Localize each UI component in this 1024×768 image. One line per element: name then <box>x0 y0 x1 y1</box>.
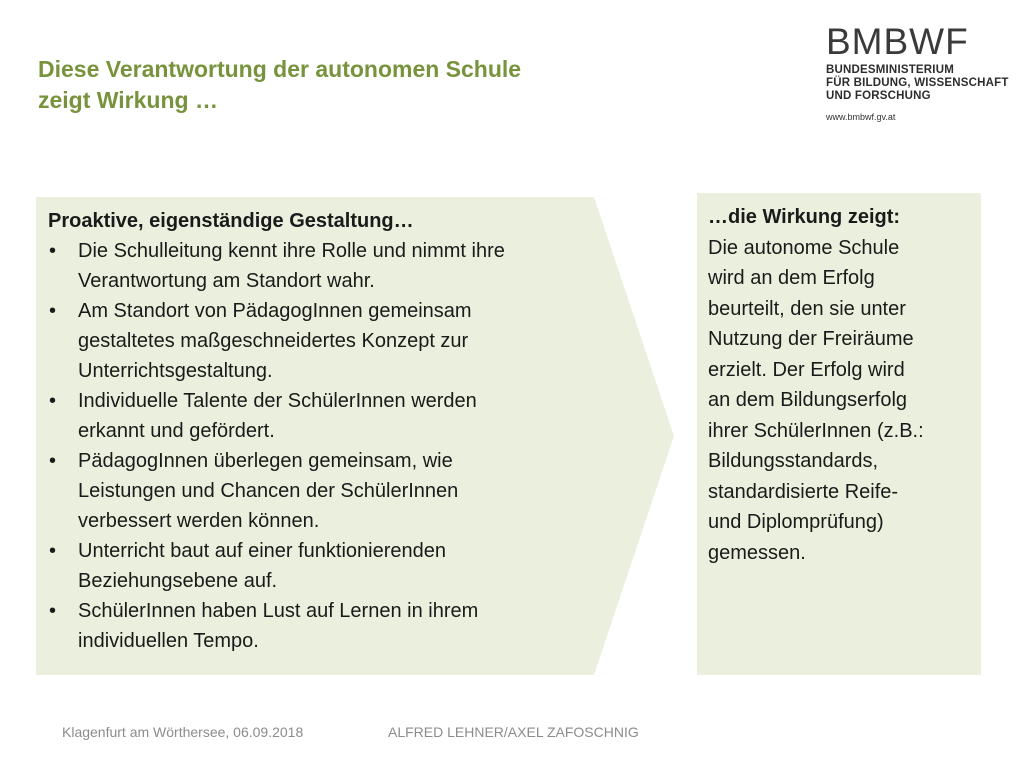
result-line: erzielt. Der Erfolg wird <box>708 358 905 381</box>
logo-line-2: FÜR BILDUNG, WISSENSCHAFT <box>826 77 1009 89</box>
footer-authors: ALFRED LEHNER/AXEL ZAFOSCHNIG <box>388 724 639 740</box>
chevron-panel-heading: Proaktive, eigenständige Gestaltung… <box>48 210 414 232</box>
bullet-icon: • <box>49 390 57 412</box>
logo-url: www.bmbwf.gv.at <box>826 112 896 122</box>
bullet-item <box>48 236 608 296</box>
result-line: Die autonome Schule <box>708 236 900 259</box>
result-panel-content <box>708 202 970 568</box>
result-line: Nutzung der Freiräume <box>708 328 914 350</box>
bullet-list <box>48 236 608 656</box>
logo-subtitle <box>826 64 1009 103</box>
bullet-icon: • <box>49 450 57 472</box>
chevron-panel <box>36 197 676 675</box>
bullet-line: Unterricht baut auf einer funktionierenden <box>78 540 447 562</box>
result-line: wird an dem Erfolg <box>708 267 875 289</box>
chevron-panel-content <box>48 206 608 656</box>
bullet-line: PädagogInnen überlegen gemeinsam, wie <box>78 450 453 472</box>
result-line: und Diplomprüfung) <box>708 511 884 533</box>
result-line: an dem Bildungserfolg <box>708 389 908 411</box>
bullet-line: Die Schulleitung kennt ihre Rolle und nimmt ihre <box>78 240 505 262</box>
bullet-icon: • <box>49 240 57 262</box>
bullet-line: Unterrichtsgestaltung. <box>78 360 273 382</box>
result-panel <box>697 193 981 675</box>
bullet-line: Am Standort von PädagogInnen gemeinsam <box>78 300 472 322</box>
logo-wordmark: BMBWF <box>826 21 969 62</box>
slide-title <box>38 54 638 116</box>
bullet-line: Leistungen und Chancen der SchülerInnen <box>78 480 459 502</box>
result-line: beurteilt, den sie unter <box>708 297 906 320</box>
result-line: ihrer SchülerInnen (z.B.: <box>708 419 924 442</box>
bullet-line: erkannt und gefördert. <box>78 420 275 442</box>
logo-line-3: UND FORSCHUNG <box>826 90 931 102</box>
logo-line-1: BUNDESMINISTERIUM <box>826 64 954 76</box>
slide-title-line-1: Diese Verantwortung der autonomen Schule <box>38 56 522 82</box>
bullet-line: SchülerInnen haben Lust auf Lernen in ihrem <box>78 600 479 622</box>
bullet-line: Individuelle Talente der SchülerInnen werden <box>78 390 477 412</box>
bullet-line: gestaltetes maßgeschneidertes Konzept zur <box>78 330 469 352</box>
result-line: standardisierte Reife- <box>708 480 899 503</box>
result-line: Bildungsstandards, <box>708 450 879 472</box>
bullet-line: Verantwortung am Standort wahr. <box>78 270 375 292</box>
bullet-item <box>48 296 608 386</box>
bullet-icon: • <box>49 540 57 562</box>
bullet-icon: • <box>49 300 57 322</box>
bullet-line: Beziehungsebene auf. <box>78 570 278 592</box>
bullet-item <box>48 386 608 446</box>
bullet-item <box>48 446 608 536</box>
slide-title-line-2: zeigt Wirkung … <box>38 87 218 113</box>
result-panel-heading: …die Wirkung zeigt: <box>708 206 901 228</box>
bullet-icon: • <box>49 600 57 622</box>
result-line: gemessen. <box>708 541 806 564</box>
footer-location-date: Klagenfurt am Wörthersee, 06.09.2018 <box>62 724 304 740</box>
bmbwf-logo <box>826 21 1009 122</box>
bullet-line: individuellen Tempo. <box>78 630 259 652</box>
bullet-item <box>48 596 608 656</box>
bullet-item <box>48 536 608 596</box>
bullet-line: verbessert werden können. <box>78 510 320 532</box>
